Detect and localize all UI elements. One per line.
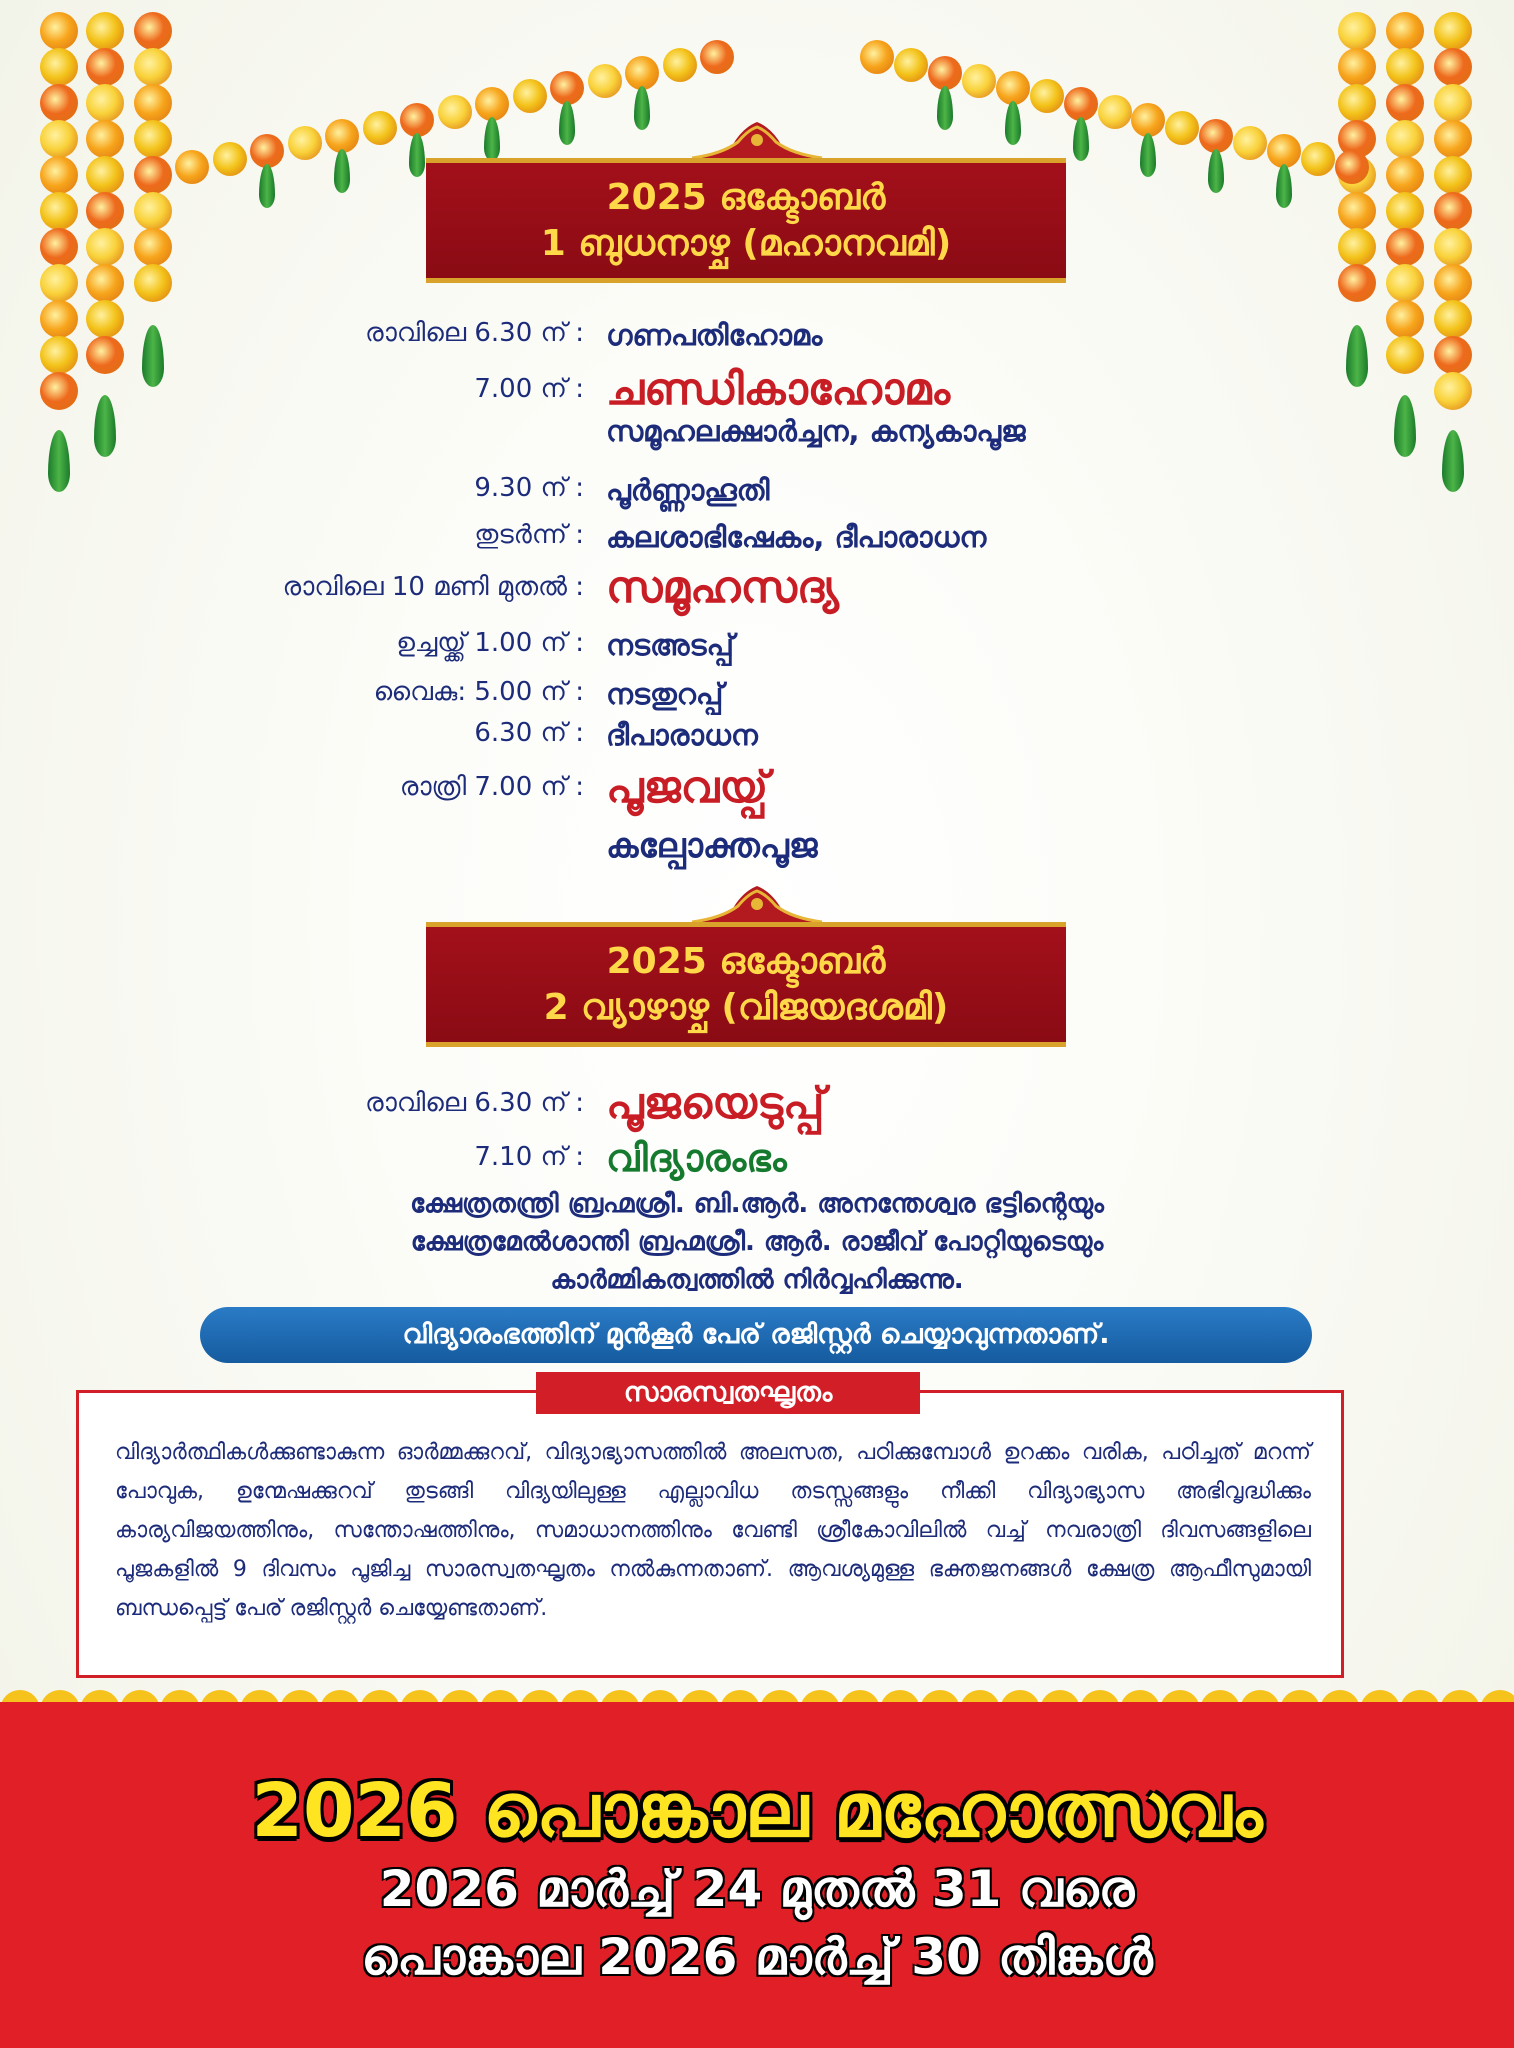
schedule-time: 6.30 ന് : <box>474 718 584 748</box>
marigold-flower <box>475 87 509 121</box>
schedule-time: ഉച്ചയ്ക്ക് 1.00 ന് : <box>396 628 584 658</box>
festival-dates: 2026 മാർച്ച് 24 മുതൽ 31 വരെ <box>379 1860 1135 1918</box>
marigold-flower <box>134 192 172 230</box>
marigold-flower <box>86 120 124 158</box>
mango-leaf <box>1394 395 1416 457</box>
marigold-flower <box>86 48 124 86</box>
marigold-flower <box>86 156 124 194</box>
mango-leaf <box>334 149 350 193</box>
marigold-flower <box>363 111 397 145</box>
schedule-event: ചണ്ഡികാഹോമം <box>606 364 951 415</box>
mango-leaf <box>937 86 953 130</box>
marigold-flower <box>513 79 547 113</box>
day1-weekday: 1 ബുധനാഴ്ച (മഹാനവമി) <box>540 222 952 264</box>
marigold-flower <box>134 264 172 302</box>
priest-line: ക്ഷേത്രതന്ത്രി ബ്രഹ്മശ്രീ. ബി.ആർ. അനന്തേശ്വര ഭട്ടിന്റെയും <box>410 1189 1104 1219</box>
day2-weekday: 2 വ്യാഴാഴ്ച (വിജയദശമി) <box>543 986 949 1028</box>
marigold-flower <box>1386 300 1424 338</box>
day2-date: 2025 ഒക്ടോബർ <box>606 940 886 982</box>
marigold-flower <box>438 95 472 129</box>
marigold-flower <box>86 300 124 338</box>
marigold-flower <box>86 336 124 374</box>
marigold-flower <box>1386 264 1424 302</box>
marigold-flower <box>1386 120 1424 158</box>
mango-leaf <box>409 133 425 177</box>
marigold-flower <box>1338 228 1376 266</box>
mango-leaf <box>1442 430 1464 492</box>
marigold-flower <box>928 56 962 90</box>
priest-line: ക്ഷേത്രമേൽശാന്തി ബ്രഹ്മശ്രീ. ആർ. രാജീവ് പോറ്റിയുടെയും <box>410 1227 1104 1257</box>
marigold-flower <box>40 300 78 338</box>
marigold-flower <box>40 192 78 230</box>
marigold-flower <box>1064 87 1098 121</box>
saraswatham-box <box>76 1390 1344 1678</box>
marigold-flower <box>860 40 894 74</box>
registration-notice: വിദ്യാരംഭത്തിന് മുൻകൂർ പേര് രജിസ്റ്റർ ചെയ്യാവുന്നതാണ്. <box>200 1307 1312 1363</box>
marigold-flower <box>1434 300 1472 338</box>
marigold-flower <box>1030 79 1064 113</box>
marigold-flower <box>588 64 622 98</box>
marigold-flower <box>213 142 247 176</box>
mango-leaf <box>484 117 500 161</box>
marigold-flower <box>1434 336 1472 374</box>
marigold-flower <box>40 228 78 266</box>
mango-leaf <box>142 325 164 387</box>
marigold-flower <box>40 12 78 50</box>
schedule-event: കല്പോക്തപൂജ <box>606 826 818 866</box>
marigold-flower <box>1434 48 1472 86</box>
marigold-flower <box>1386 156 1424 194</box>
schedule-time: രാവിലെ 10 മണി മുതൽ : <box>282 572 584 602</box>
schedule-event: കലശാഭിഷേകം, ദീപാരാധന <box>606 520 987 554</box>
mango-leaf <box>1073 117 1089 161</box>
marigold-flower <box>40 48 78 86</box>
marigold-flower <box>1386 192 1424 230</box>
marigold-flower <box>40 264 78 302</box>
marigold-flower <box>1386 336 1424 374</box>
officiating-priests <box>0 1185 1514 1299</box>
day2-heading-banner <box>426 922 1066 1047</box>
mango-leaf <box>1276 164 1292 208</box>
marigold-flower <box>1338 192 1376 230</box>
marigold-flower <box>86 84 124 122</box>
mango-leaf <box>94 395 116 457</box>
marigold-flower <box>40 120 78 158</box>
marigold-flower <box>1098 95 1132 129</box>
day1-date: 2025 ഒക്ടോബർ <box>606 176 886 218</box>
marigold-flower <box>1301 142 1335 176</box>
marigold-flower <box>1386 48 1424 86</box>
marigold-flower <box>1386 84 1424 122</box>
marigold-flower <box>1338 12 1376 50</box>
schedule-event: വിദ്യാരംഭം <box>606 1136 787 1180</box>
marigold-flower <box>134 228 172 266</box>
schedule-event: സമൂഹസദ്യ <box>606 562 839 613</box>
marigold-flower <box>625 56 659 90</box>
marigold-flower <box>134 48 172 86</box>
mango-leaf <box>259 164 275 208</box>
marigold-flower <box>1199 119 1233 153</box>
marigold-flower <box>175 150 209 184</box>
marigold-flower <box>1233 126 1267 160</box>
schedule-event: ദീപാരാധന <box>606 718 758 752</box>
marigold-flower <box>1386 12 1424 50</box>
schedule-time: 9.30 ന് : <box>474 473 584 503</box>
marigold-flower <box>1434 156 1472 194</box>
marigold-flower <box>40 372 78 410</box>
marigold-flower <box>550 71 584 105</box>
marigold-flower <box>86 12 124 50</box>
marigold-flower <box>325 119 359 153</box>
schedule-event: പൂജയെടുപ്പ് <box>606 1078 825 1129</box>
marigold-flower <box>1338 84 1376 122</box>
temple-ornament-icon <box>672 118 842 162</box>
marigold-flower <box>996 71 1030 105</box>
mango-leaf <box>1346 325 1368 387</box>
marigold-flower <box>663 48 697 82</box>
marigold-flower <box>1434 84 1472 122</box>
festival-title: 2026 പൊങ്കാല മഹോത്സവം <box>251 1768 1263 1854</box>
priest-line: കാർമ്മികത്വത്തിൽ നിർവ്വഹിക്കുന്നു. <box>550 1265 964 1295</box>
marigold-flower <box>1434 192 1472 230</box>
mango-leaf <box>559 101 575 145</box>
pongala-date: പൊങ്കാല 2026 മാർച്ച് 30 തിങ്കൾ <box>361 1928 1153 1986</box>
schedule-time: രാവിലെ 6.30 ന് : <box>365 1088 584 1118</box>
mango-leaf <box>1140 133 1156 177</box>
schedule-time: 7.10 ന് : <box>474 1142 584 1172</box>
marigold-flower <box>134 120 172 158</box>
schedule-event: പൂർണ്ണാഹൂതി <box>606 473 770 507</box>
marigold-flower <box>1338 48 1376 86</box>
marigold-flower <box>400 103 434 137</box>
schedule-time: രാവിലെ 6.30 ന് : <box>365 318 584 348</box>
marigold-flower <box>1434 372 1472 410</box>
marigold-flower <box>86 228 124 266</box>
marigold-flower <box>1338 264 1376 302</box>
marigold-flower <box>86 264 124 302</box>
marigold-flower <box>700 40 734 74</box>
marigold-flower <box>894 48 928 82</box>
schedule-event: ഗണപതിഹോമം <box>606 318 823 352</box>
marigold-flower <box>1434 12 1472 50</box>
marigold-flower <box>1131 103 1165 137</box>
marigold-flower <box>40 156 78 194</box>
schedule-event: നടതുറപ്പ് <box>606 677 724 711</box>
mango-leaf <box>1208 149 1224 193</box>
schedule-event: പൂജവയ്പ് <box>606 762 769 813</box>
marigold-flower <box>250 134 284 168</box>
marigold-flower <box>1267 134 1301 168</box>
schedule-time: തുടർന്ന് : <box>474 520 584 550</box>
marigold-flower <box>1335 150 1369 184</box>
schedule-time: 7.00 ന് : <box>474 374 584 404</box>
marigold-flower <box>1165 111 1199 145</box>
temple-ornament-icon <box>672 882 842 926</box>
marigold-flower <box>134 156 172 194</box>
marigold-flower <box>1434 264 1472 302</box>
marigold-flower <box>134 12 172 50</box>
marigold-flower <box>40 84 78 122</box>
marigold-flower <box>1434 228 1472 266</box>
schedule-event: സമൂഹലക്ഷാർച്ചന, കന്യകാപൂജ <box>606 414 1026 448</box>
mango-leaf <box>1005 101 1021 145</box>
marigold-flower <box>86 192 124 230</box>
schedule-time: രാത്രി 7.00 ന് : <box>399 772 584 802</box>
marigold-flower <box>1434 120 1472 158</box>
schedule-time: വൈകു: 5.00 ന് : <box>373 677 584 707</box>
mango-leaf <box>634 86 650 130</box>
marigold-flower <box>40 336 78 374</box>
saraswatham-title: സാരസ്വതഘൃതം <box>536 1372 920 1414</box>
marigold-flower <box>1386 228 1424 266</box>
marigold-flower <box>288 126 322 160</box>
marigold-flower <box>962 64 996 98</box>
day1-heading-banner <box>426 158 1066 283</box>
marigold-flower <box>134 84 172 122</box>
schedule-event: നടഅടപ്പ് <box>606 628 734 662</box>
saraswatham-text: വിദ്യാർത്ഥികൾക്കുണ്ടാകുന്ന ഓർമ്മക്കുറവ്, വിദ്യാഭ്യാസത്തിൽ അലസത, പഠിക്കുമ്പോൾ ഉറക്കം വരിക, പഠിച്ചത് മറന്ന് പോവുക, ഉന്മേഷക്കുറവ് തുടങ്ങി വിദ്യയിലുള്ള എല്ലാവിധ തടസ്സങ്ങളും നീക്കി വിദ്യാഭ്യാസ അഭിവൃദ്ധിക്കും കാര്യവിജയത്തിനും, സന്തോഷത്തിനും, സമാധാനത്തിനും വേണ്ടി ശ്രീകോവിലിൽ വച്ച് നവരാത്രി ദിവസങ്ങളിലെ പൂജകളിൽ 9 ദിവസം പൂജിച്ച സാരസ്വതഘൃതം നൽകുന്നതാണ്. ആവശ്യമുള്ള ഭക്തജനങ്ങൾ ക്ഷേത്ര ആഫീസുമായി ബന്ധപ്പെട്ട് പേര് രജിസ്റ്റർ ചെയ്യേണ്ടതാണ്. <box>115 1440 1311 1621</box>
mango-leaf <box>48 430 70 492</box>
